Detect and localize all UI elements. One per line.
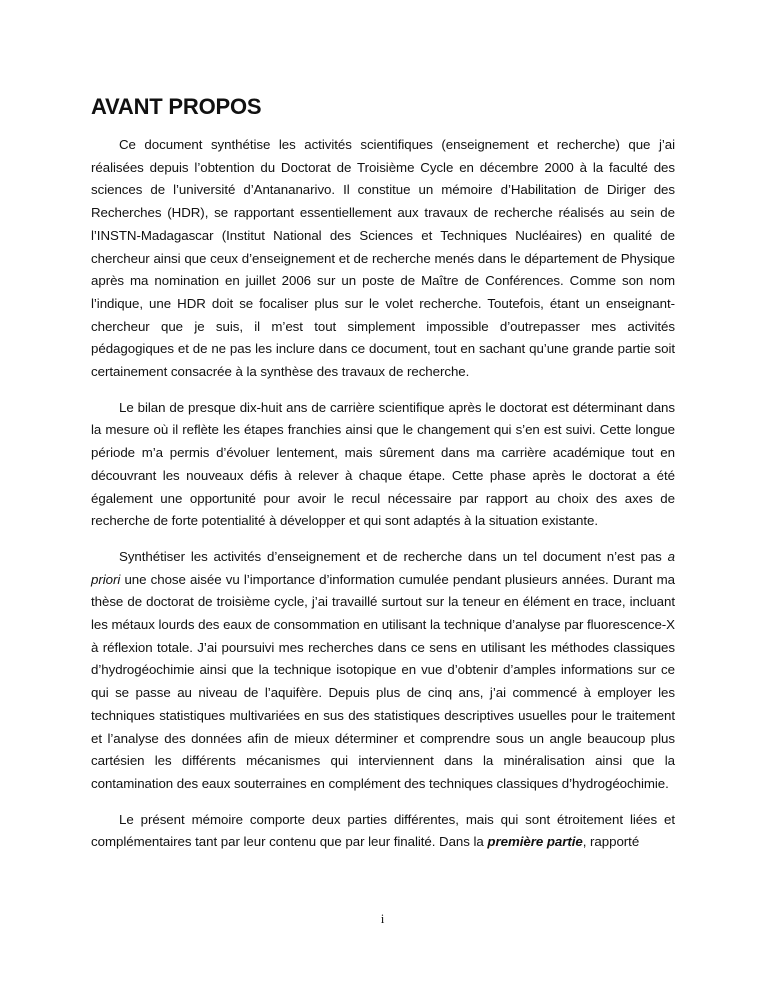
paragraph-synthesis-start: Synthétiser les activités d’enseignement et de recherche dans un tel document n’est pas [119,548,668,564]
paragraph-career-review-text: Le bilan de presque dix-huit ans de carrière scientifique après le doctorat est déterminant dans la mesure où il reflète les étapes franchies ainsi que le changement qui s’en est suivi. Cette longue période m’a permis d’évoluer lentement, mais sûrement dans ma carrière académique tout en découvrant les nouveaux défis à relever à chaque étape. Cette phase après le doctorat a été également une opportunité pour avoir le recul nécessaire par rapport au choix des axes de recherche de forte potentialité à développer et qui sont adaptés à la situation existante. [91,399,675,529]
document-page [91,92,675,854]
paragraph-intro [91,134,675,384]
page-title: AVANT PROPOS [91,94,262,119]
paragraph-structure-emphasis: première partie [487,834,583,850]
paragraph-structure-start: Le présent mémoire comporte deux parties différentes, mais qui sont étroitement liées et complémentaires tant par leur contenu que par leur finalité. Dans la [91,811,675,850]
paragraph-structure-end: , rapporté [582,834,640,850]
paragraph-structure [91,809,675,854]
page-number: i [380,911,385,926]
paragraph-intro-text: Ce document synthétise les activités scientifiques (enseignement et recherche) que j’ai réalisées depuis l’obtention du Doctorat de Troisième Cycle en décembre 2000 à la faculté des sciences de l’université d’Antananarivo. Il constitue un mémoire d’Habilitation de Diriger des Recherches (HDR), se rapportant essentiellement aux travaux de recherche réalisés au sein de l’INSTN-Madagascar (Institut National des Sciences et Techniques Nucléaires) en qualité de chercheur ainsi que ceux d’enseignement et de recherche menés dans le département de Physique après ma nomination en juillet 2006 sur un poste de Maître de Conférences. Comme son nom l’indique, une HDR doit se focaliser plus sur le volet recherche. Toutefois, étant un enseignant-chercheur que je suis, il m’est tout simplement impossible d’outrepasser mes activités pédagogiques et de ne pas les inclure dans ce document, tout en sachant qu’une grande partie soit certainement consacrée à la synthèse des travaux de recherche. [91,137,675,380]
paragraph-synthesis [91,546,675,796]
paragraph-career-review [91,397,675,533]
paragraph-synthesis-end: une chose aisée vu l’importance d’information cumulée pendant plusieurs années. Durant ma thèse de doctorat de troisième cycle, j’ai travaillé surtout sur la teneur en élément en trace, incluant les métaux lourds des eaux de consommation en utilisant la technique d’analyse par fluorescence-X à réflexion totale. J’ai poursuivi mes recherches dans ce sens en utilisant les méthodes classiques d’hydrogéochimie ainsi que la technique isotopique en vue d’obtenir d’amples informations sur ce qui se passe au niveau de l’aquifère. Depuis plus de cinq ans, j’ai commencé à employer les techniques statistiques multivariées en sus des statistiques descriptives usuelles pour le traitement et l’analyse des données afin de mieux déterminer et comprendre sous un angle beaucoup plus cartésien les différents mécanismes qui interviennent dans la minéralisation ainsi que la contamination des eaux souterraines en complément des techniques classiques d’hydrogéochimie. [91,571,675,791]
paragraph-synthesis-italic: a priori [91,548,675,587]
